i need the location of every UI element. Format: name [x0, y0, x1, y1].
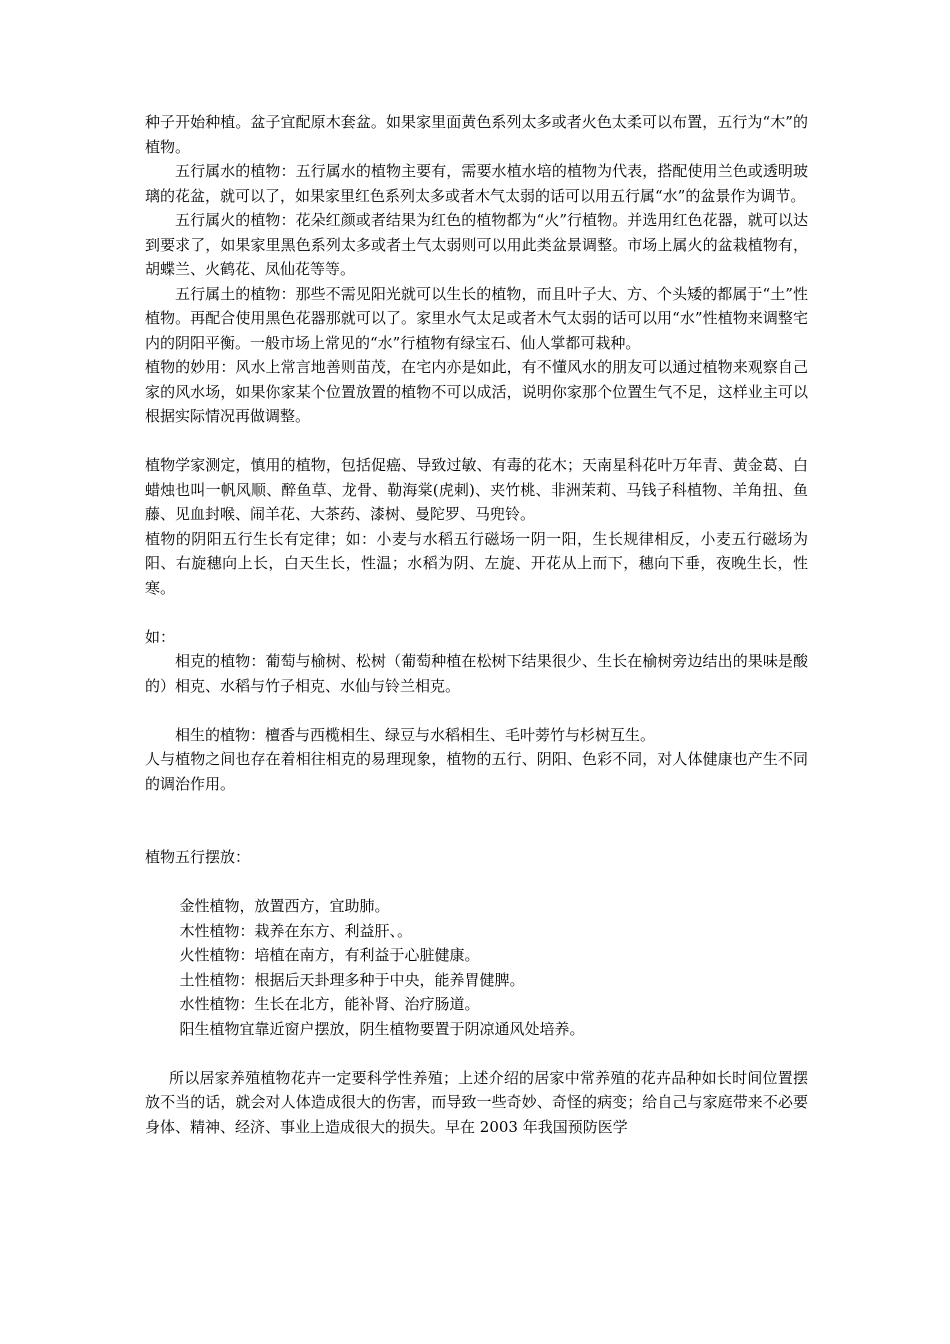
spacer	[145, 600, 808, 625]
paragraph-compatible-plants: 相生的植物：檀香与西榄相生、绿豆与水稻相生、毛叶蒡竹与杉树互生。	[175, 725, 656, 744]
list-item-metal: 金性植物，放置西方，宜助肺。	[179, 897, 390, 915]
paragraph-yin-yang-rules: 植物的阴阳五行生长有定律；如：小麦与水稻五行磁场一阴一阳，生长规律相反，小麦五行磁场为阳、右旋穗向上长，白天生长，性温；水稻为阴、左旋、开花从上而下，穗向下垂，夜晚生长，性寒。	[145, 529, 808, 597]
list-item-fire: 火性植物：培植在南方，有利益于心脏健康。	[179, 946, 480, 964]
list-item-wood: 木性植物：栽养在东方、利益肝、。	[179, 921, 413, 940]
spacer	[145, 1041, 808, 1066]
paragraph-caution-plants: 植物学家测定，慎用的植物，包括促癌、导致过敏、有毒的花木；天南星科花叶万年青、黄金葛、白蜡烛也叫一帆风顺、醉鱼草、龙骨、勒海棠(虎刺)、夹竹桃、非洲茉莉、马钱子科植物、羊角扭、鱼藤、见血封喉、闹羊花、大茶药、漆树、曼陀罗、马兜铃。	[145, 456, 808, 523]
spacer	[145, 870, 808, 895]
spacer	[145, 429, 808, 454]
paragraph-human-plant-relation: 人与植物之间也存在着相往相克的易理现象，植物的五行、阴阳、色彩不同，对人体健康也产生不同的调治作用。	[145, 750, 808, 793]
list-item-earth: 土性植物：根据后天卦理多种于中央，能养胃健脾。	[179, 970, 525, 989]
spacer	[145, 698, 808, 723]
paragraph-conflicting-plants: 相克的植物：葡萄与榆树、松树（葡萄种植在松树下结果很少、生长在榆树旁边结出的果味是酸的）相克、水稻与竹子相克、水仙与铃兰相克。	[145, 652, 808, 695]
paragraph-water-plants: 五行属水的植物：五行属水的植物主要有，需要水植水培的植物为代表，搭配使用兰色或透明玻璃的花盆，就可以了，如果家里红色系列太多或者木气太弱的话可以用五行属“水”的盆景作为调节。	[145, 162, 808, 205]
section-heading-placement: 植物五行摆放：	[145, 848, 251, 866]
paragraph-plant-uses: 植物的妙用：风水上常言地善则苗茂，在宅内亦是如此，有不懂风水的朋友可以通过植物来观察自己家的风水场，如果你家某个位置放置的植物不可以成活，说明你家那个位置生气不足，这样业主可以根据实际情况再做调整。	[145, 358, 808, 425]
paragraph-fire-plants: 五行属火的植物：花朵红颜或者结果为红色的植物都为“火”行植物。并选用红色花器，就可以达到要求了，如果家里黑色系列太多或者土气太弱则可以用此类盆景调整。市场上属火的盆栽植物有，胡蝶兰、火鹤花、凤仙花等等。	[145, 211, 808, 278]
paragraph-earth-plants: 五行属土的植物：那些不需见阳光就可以生长的植物，而且叶子大、方、个头矮的都属于“土”性植物。再配合使用黑色花器那就可以了。家里水气太足或者木气太弱的话可以用“水”性植物来调整宅内的阴阳平衡。一般市场上常见的“水”行植物有绿宝石、仙人掌都可栽种。	[145, 284, 808, 352]
document-body	[145, 110, 808, 1139]
paragraph-example-label: 如：	[145, 627, 176, 646]
list-item-water: 水性植物：生长在北方，能补肾、治疗肠道。	[179, 995, 480, 1013]
paragraph-wood-plants: 种子开始种植。盆子宜配原木套盆。如果家里面黄色系列太多或者火色太柔可以布置，五行为“木”的植物。	[145, 113, 808, 156]
list-item-yang-yin: 阳生植物宜靠近窗户摆放，阴生植物要置于阴凉通风处培养。	[179, 1019, 585, 1038]
paragraph-conclusion: 所以居家养殖植物花卉一定要科学性养殖；上述介绍的居家中常养殖的花卉品种如长时间位置摆放不当的话，就会对人体造成很大的伤害，而导致一些奇妙、奇怪的病变；给自己与家庭带来不必要身体、精神、经济、事业上造成很大的损失。早在 2003 年我国预防医学	[145, 1068, 808, 1136]
spacer	[145, 796, 808, 845]
